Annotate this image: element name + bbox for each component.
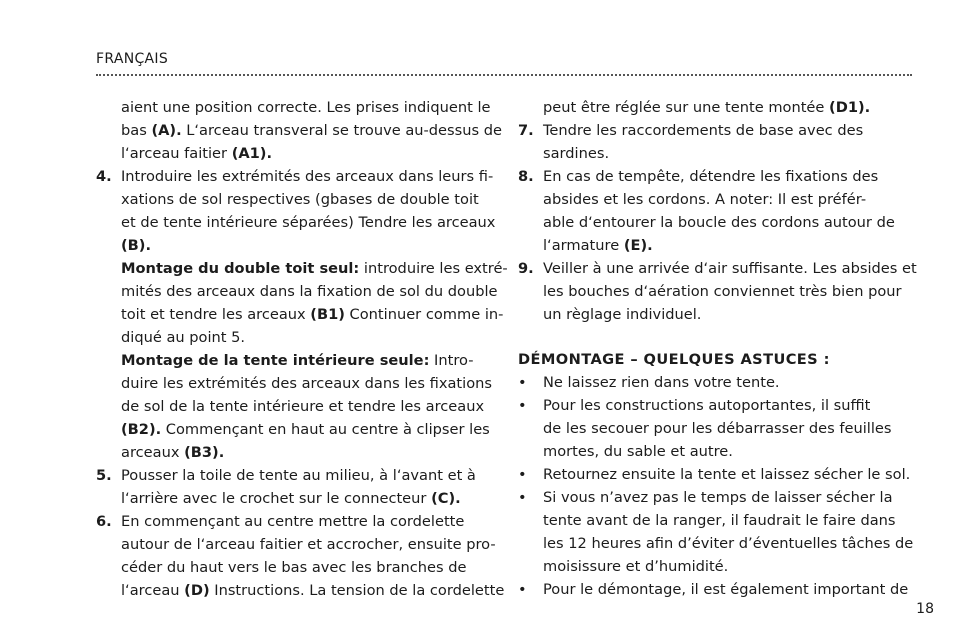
text-line: absides et les cordons. A noter: Il est préfér- bbox=[543, 191, 867, 208]
page-number: 18 bbox=[916, 601, 934, 617]
text-line: l‘arceau (D) Instructions. La tension de la cordelette bbox=[121, 582, 505, 599]
text-line: et de tente intérieure séparées) Tendre les arceaux bbox=[121, 214, 496, 231]
bullet-icon: • bbox=[518, 581, 527, 598]
tip-item bbox=[518, 486, 914, 578]
bullet-icon: • bbox=[518, 489, 527, 506]
tip-item bbox=[518, 463, 910, 486]
text-line: l‘arceau faitier (A1). bbox=[121, 145, 273, 162]
step-number: 7. bbox=[518, 122, 534, 139]
text-line: les 12 heures afin d’éviter d’éventuelles tâches de bbox=[543, 535, 914, 552]
text-line: duire les extrémités des arceaux dans les fixations bbox=[121, 375, 492, 392]
text-line: arceaux (B3). bbox=[121, 444, 225, 461]
text-line: mortes, du sable et autre. bbox=[543, 443, 733, 460]
text-line: céder du haut vers le bas avec les branches de bbox=[121, 559, 467, 576]
step-number: 8. bbox=[518, 168, 534, 185]
text-line: Veiller à une arrivée d‘air suffisante. Les absides et bbox=[543, 260, 917, 277]
section-heading: DÉMONTAGE – QUELQUES ASTUCES : bbox=[518, 351, 830, 368]
text-line: de sol de la tente intérieure et tendre les arceaux bbox=[121, 398, 485, 415]
tip-item bbox=[518, 371, 910, 394]
text-line: Tendre les raccordements de base avec des bbox=[543, 122, 864, 139]
dotted-divider bbox=[96, 74, 912, 76]
text-line: aient une position correcte. Les prises indiquent le bbox=[121, 99, 491, 116]
text-line: Montage du double toit seul: introduire les extré- bbox=[121, 260, 508, 277]
text-line: Pousser la toile de tente au milieu, à l‘avant et à bbox=[121, 467, 476, 484]
text-line: autour de l‘arceau faitier et accrocher, ensuite pro- bbox=[121, 536, 496, 553]
step-number: 9. bbox=[518, 260, 534, 277]
text-line: Introduire les extrémités des arceaux dans leurs fi- bbox=[121, 168, 494, 185]
tip-item bbox=[518, 578, 910, 601]
text-line: En cas de tempête, détendre les fixations des bbox=[543, 168, 879, 185]
bullet-icon: • bbox=[518, 374, 527, 391]
step-5 bbox=[96, 464, 492, 510]
continued-text bbox=[96, 96, 502, 165]
text-line: de les secouer pour les débarrasser des feuilles bbox=[543, 420, 892, 437]
text-line: diqué au point 5. bbox=[121, 329, 246, 346]
step-9 bbox=[518, 257, 917, 326]
text-line: l‘armature (E). bbox=[543, 237, 653, 254]
text-line: mités des arceaux dans la fixation de sol du double bbox=[121, 283, 498, 300]
text-line: sardines. bbox=[543, 145, 610, 162]
text-line: (B2). Commençant en haut au centre à clipser les bbox=[121, 421, 490, 438]
tip-item bbox=[518, 394, 910, 463]
text-line: Montage de la tente intérieure seule: Intro- bbox=[121, 352, 474, 369]
step-number: 6. bbox=[96, 513, 112, 530]
step-7 bbox=[518, 119, 910, 165]
text-line: peut être réglée sur une tente montée (D1). bbox=[543, 99, 871, 116]
step-number: 5. bbox=[96, 467, 112, 484]
step-number: 4. bbox=[96, 168, 112, 185]
text-line: toit et tendre les arceaux (B1) Continuer comme in- bbox=[121, 306, 504, 323]
text-line: tente avant de la ranger, il faudrait le faire dans bbox=[543, 512, 896, 529]
bullet-icon: • bbox=[518, 466, 527, 483]
text-line: l‘arrière avec le crochet sur le connecteur (C). bbox=[121, 490, 461, 507]
step-6 bbox=[96, 510, 505, 602]
text-line: un règlage individuel. bbox=[543, 306, 702, 323]
text-line: moisissure et d’humidité. bbox=[543, 558, 729, 575]
section-language-label: FRANÇAIS bbox=[96, 51, 169, 67]
step-4 bbox=[96, 165, 508, 464]
text-line: xations de sol respectives (gbases de double toit bbox=[121, 191, 479, 208]
text-line: Si vous n’avez pas le temps de laisser sécher la bbox=[543, 489, 893, 506]
right-column bbox=[518, 96, 917, 601]
text-line: bas (A). L‘arceau transveral se trouve au-dessus de bbox=[121, 122, 502, 139]
text-line: Pour les constructions autoportantes, il suffit bbox=[543, 397, 871, 414]
bullet-icon: • bbox=[518, 397, 527, 414]
text-line: En commençant au centre mettre la cordelette bbox=[121, 513, 465, 530]
left-column bbox=[96, 96, 508, 602]
text-line: les bouches d‘aération conviennet très bien pour bbox=[543, 283, 902, 300]
step-8 bbox=[518, 165, 910, 257]
text-line: Ne laissez rien dans votre tente. bbox=[543, 374, 780, 391]
text-line: able d‘entourer la boucle des cordons autour de bbox=[543, 214, 895, 231]
continued-text bbox=[518, 96, 910, 119]
text-line: Pour le démontage, il est également important de bbox=[543, 581, 909, 598]
text-line: Retournez ensuite la tente et laissez sécher le sol. bbox=[543, 466, 911, 483]
text-line: (B). bbox=[121, 237, 152, 254]
